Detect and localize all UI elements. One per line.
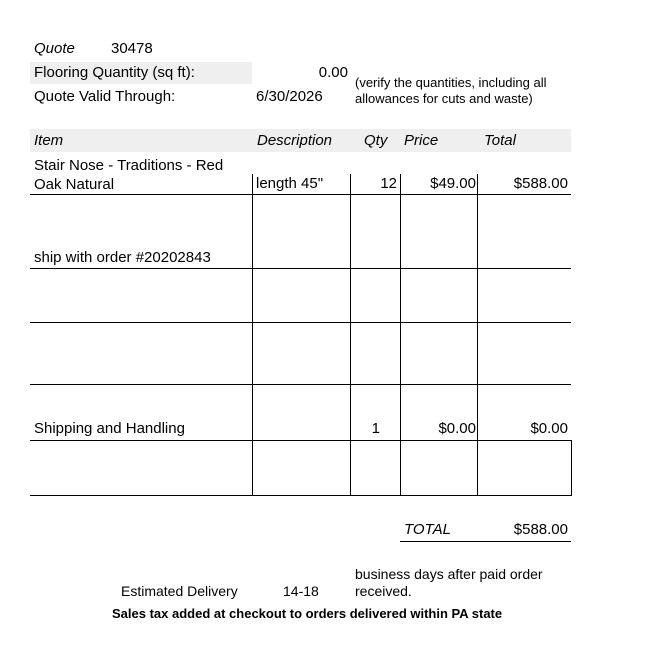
sales-tax-note: Sales tax added at checkout to orders delivered within PA state — [112, 606, 503, 621]
flooring-quantity-value: 0.00 — [318, 64, 348, 81]
column-header-total: Total — [484, 132, 516, 149]
table-row-item: Stair Nose - Traditions - Red Oak Natural — [34, 157, 224, 193]
total-label: TOTAL — [404, 521, 451, 538]
row-divider — [30, 322, 571, 323]
table-row-qty: 1 — [371, 420, 380, 437]
estimated-delivery-label: Estimated Delivery — [121, 583, 238, 599]
table-row-description: length 45" — [256, 175, 324, 192]
table-row-total: $588.00 — [513, 175, 568, 192]
row-divider — [30, 495, 571, 496]
row-divider — [30, 268, 571, 269]
column-header-price: Price — [404, 132, 439, 149]
row-divider — [30, 440, 571, 441]
table-row-qty: 12 — [380, 175, 397, 192]
column-divider — [400, 174, 401, 496]
valid-through-date: 6/30/2026 — [256, 88, 323, 105]
valid-through-label: Quote Valid Through: — [34, 88, 176, 105]
estimated-delivery-range: 14-18 — [283, 583, 319, 599]
table-row-item: ship with order #20202843 — [34, 249, 211, 266]
quote-label: Quote — [34, 40, 75, 57]
column-divider — [252, 174, 253, 496]
column-divider — [477, 174, 478, 496]
total-value: $588.00 — [513, 521, 568, 538]
row-divider — [30, 194, 571, 195]
table-row-price: $0.00 — [438, 420, 476, 437]
delivery-note: business days after paid order received. — [355, 566, 543, 599]
column-divider — [350, 174, 351, 496]
flooring-quantity-label: Flooring Quantity (sq ft): — [34, 64, 195, 81]
table-row-total: $0.00 — [530, 420, 568, 437]
verify-note: (verify the quantities, including all allowances for cuts and waste) — [355, 75, 547, 106]
row-divider — [30, 384, 571, 385]
column-header-item: Item — [34, 132, 64, 149]
table-row-item: Shipping and Handling — [34, 420, 185, 437]
column-divider — [571, 440, 572, 496]
column-header-qty: Qty — [364, 132, 388, 149]
total-underline — [400, 541, 571, 542]
table-row-price: $49.00 — [430, 175, 476, 192]
column-header-description: Description — [257, 132, 333, 149]
quote-number: 30478 — [111, 40, 153, 57]
